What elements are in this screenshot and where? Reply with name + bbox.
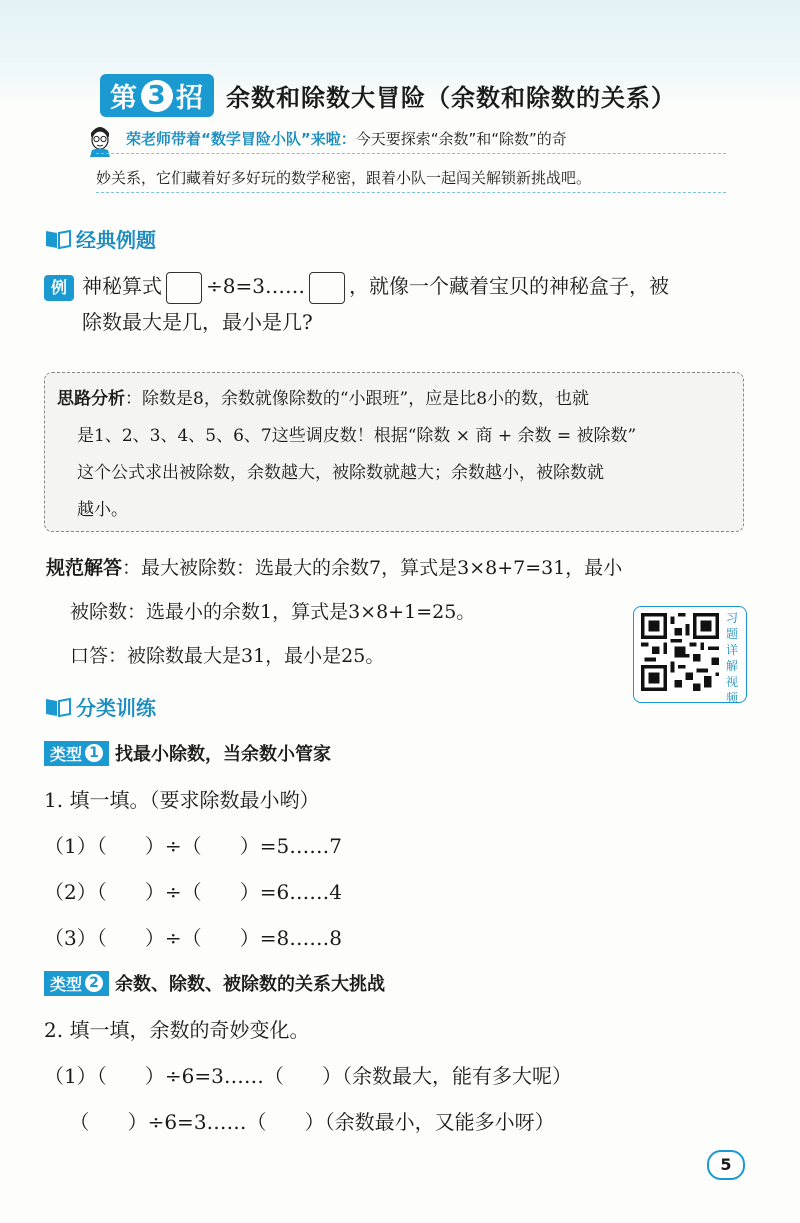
intro-line-1 (96, 125, 726, 154)
exercise-item: （1）（ ）÷（ ）=5……7 (44, 834, 342, 858)
example-text-c: ，就像一个藏着宝贝的神秘盒子，被 (348, 274, 669, 298)
badge-number: 3 (141, 80, 173, 112)
type-badge-number: 1 (85, 744, 103, 762)
qr-label-char: 解 (725, 659, 738, 673)
example-text-b: ÷8=3…… (206, 274, 305, 298)
type-2-header (44, 970, 385, 996)
exercise-item: （2）（ ）÷（ ）=6……4 (44, 880, 342, 904)
book-icon (44, 696, 72, 718)
teacher-intro: 荣老师带着“数学冒险小队”来啦： (126, 130, 356, 148)
intro-line-1-text: 今天要探索“余数”和“除数”的奇 (355, 130, 567, 148)
type-title: 余数、除数、被除数的关系大挑战 (115, 974, 386, 995)
lesson-badge (100, 74, 214, 117)
type-badge (44, 741, 109, 766)
lesson-title-row (100, 74, 676, 117)
qr-label (722, 610, 742, 706)
exercise-2 (44, 1010, 764, 1142)
analysis-line-2: 是1、2、3、4、5、6、7这些调皮数！根据“除数 × 商 + 余数 = 被除数” (77, 426, 637, 446)
page-number: 5 (707, 1150, 745, 1180)
exercise-item: （3）（ ）÷（ ）=8……8 (44, 926, 342, 950)
exercise-item: （1）（ ）÷6=3……（ ）（余数最大，能有多大呢） (44, 1064, 572, 1088)
type-badge-number: 2 (85, 974, 103, 992)
analysis-line-3: 这个公式求出被除数，余数越大，被除数就越大；余数越小，被除数就 (77, 463, 604, 483)
exercise-question: 1. 填一填。（要求除数最小哟） (44, 788, 320, 812)
qr-code-icon[interactable] (641, 613, 719, 691)
qr-label-char: 习 (725, 611, 738, 625)
type-badge-label: 类型 (50, 974, 83, 994)
intro-line-2: 妙关系，它们藏着好多好玩的数学秘密，跟着小队一起闯关解锁新挑战吧。 (96, 164, 726, 193)
badge-suffix: 招 (176, 83, 204, 114)
example-badge: 例 (44, 275, 74, 301)
type-badge-label: 类型 (50, 744, 83, 764)
analysis-line-4: 越小。 (77, 500, 128, 520)
qr-label-char: 频 (725, 691, 738, 705)
remainder-blank-box (309, 272, 345, 304)
qr-label-char: 视 (725, 675, 738, 689)
lesson-title: 余数和除数大冒险（余数和除数的关系） (226, 84, 676, 112)
qr-label-char: 详 (725, 643, 738, 657)
dividend-blank-box (166, 272, 202, 304)
section-category-training (44, 692, 156, 721)
section-classic-examples (44, 224, 156, 253)
analysis-line-1: ：除数是8，余数就像除数的“小跟班”，应是比8小的数，也就 (125, 389, 590, 409)
solution-line-1: ：最大被除数：选最大的余数7，算式是3×8+7=31，最小 (122, 557, 623, 579)
exercise-1 (44, 780, 764, 958)
exercise-question: 2. 填一填，余数的奇妙变化。 (44, 1018, 310, 1042)
solution-label: 规范解答 (46, 557, 123, 579)
example-question (44, 268, 754, 340)
book-icon (44, 228, 72, 250)
section-title: 分类训练 (76, 696, 156, 720)
qr-label-char: 题 (725, 627, 738, 641)
intro-text (96, 125, 726, 193)
exercise-item: （ ）÷6=3……（ ）（余数最小，又能多小呀） (44, 1110, 555, 1134)
example-text-a: 神秘算式 (82, 274, 162, 298)
type-title: 找最小除数，当余数小管家 (115, 744, 332, 765)
analysis-box (44, 372, 744, 532)
type-1-header (44, 740, 331, 766)
section-title: 经典例题 (76, 228, 156, 252)
type-badge (44, 971, 109, 996)
solution-line-2: 被除数：选最小的余数1，算式是3×8+1=25。 (70, 601, 476, 623)
analysis-label: 思路分析 (57, 389, 125, 409)
example-line-2: 除数最大是几，最小是几? (82, 310, 313, 334)
solution-line-3: 口答：被除数最大是31，最小是25。 (70, 645, 385, 667)
badge-prefix: 第 (110, 83, 138, 114)
